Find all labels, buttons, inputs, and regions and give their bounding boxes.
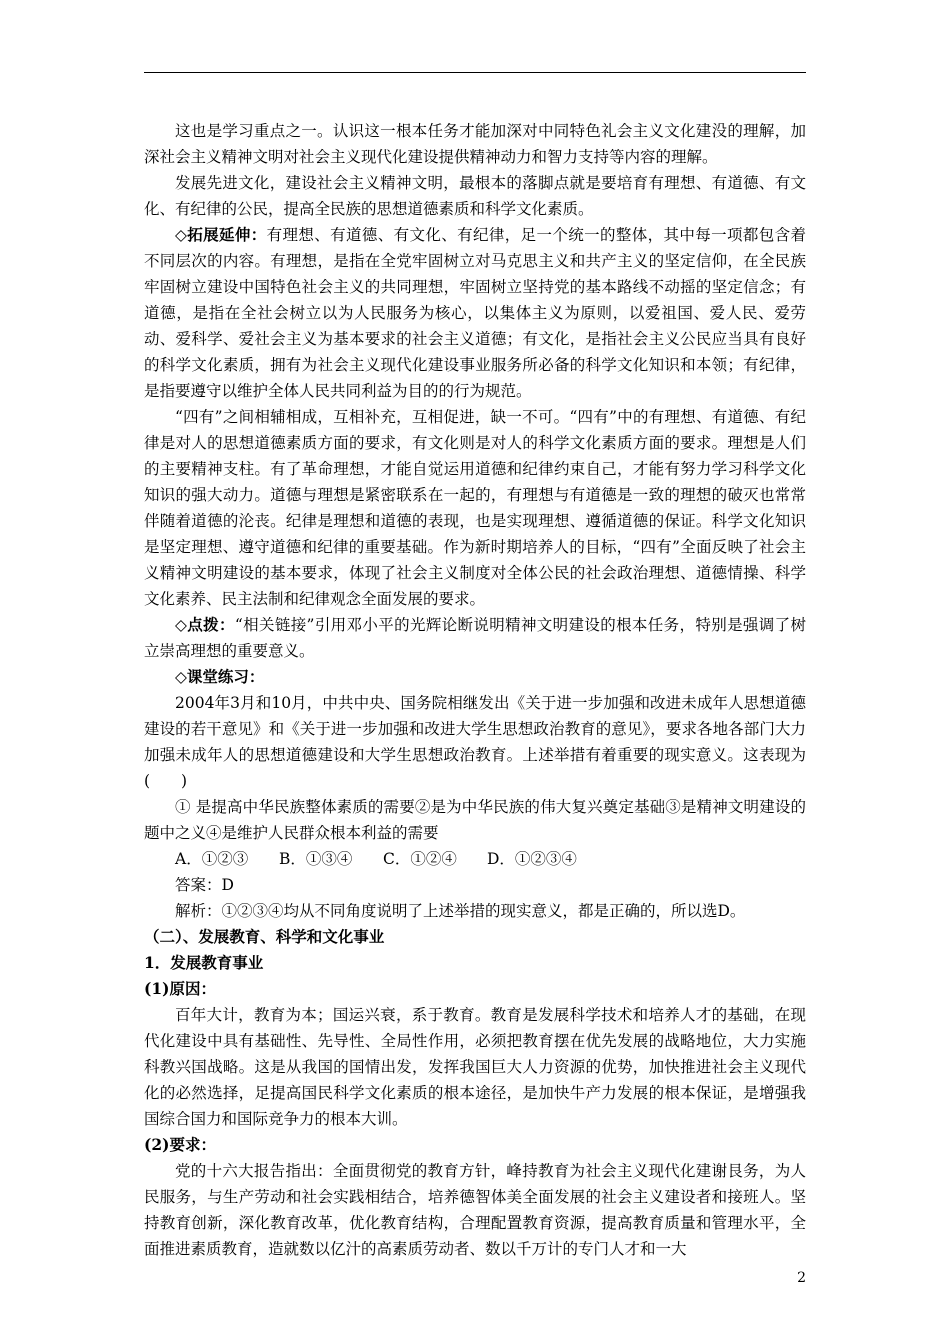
page-number: 2 xyxy=(797,1270,806,1286)
tip-label: ◇点拨： xyxy=(175,615,235,634)
paragraph-tip xyxy=(144,612,806,664)
tip-text: “相关链接”引用邓小平的光辉论断说明精神文明建设的根本任务，特别是强调了树立崇高理想的重要意义。 xyxy=(144,616,806,660)
paragraph-four-haves: “四有”之间相辅相成，互相补充，互相促进，缺一不可。“四有”中的有理想、有道德、有纪律是对人的思想道德素质方面的要求，有文化则是对人的科学文化素质方面的要求。理想是人们的主要精神支柱。有了革命理想，才能自觉运用道德和纪律约束自己，才能有努力学习科学文化知识的强大动力。道德与理想是紧密联系在一起的，有理想与有道德是一致的理想的破灭也常常伴随着道德的沦丧。纪律是理想和道德的表现，也是实现理想、遵循道德的保证。科学文化知识是坚定理想、遵守道德和纪律的重要基础。作为新时期培养人的目标，“四有”全面反映了社会主义精神文明建设的基本要求，体现了社会主义制度对全体公民的社会政治理想、道德情操、科学文化素养、民主法制和纪律观念全面发展的要求。 xyxy=(144,408,806,608)
practice-question: 2004年3月和10月，中共中央、国务院相继发出《关于进一步加强和改进未成年人思想道德建设的若干意见》和《关于进一步加强和改进大学生思想政治教育的意见》，要求各地各部门大力加强未成年人的思想道德建设和大学生思想政治教育。上述举措有着重要的现实意义。这表现为( ) xyxy=(144,694,806,790)
paragraph-extension xyxy=(144,222,806,404)
reason-text: 百年大计，教育为本；国运兴衰，系于教育。教育是发展科学技术和培养人才的基础，在现代化建设中具有基础性、先导性、全局性作用，必须把教育摆在优先发展的战略地位，大力实施科教兴国战略。这是从我国的国情出发，发挥我国巨大人力资源的优势，加快推进社会主义现代化的必然选择，足提高国民科学文化素质的根本途径，是加快牛产力发展的根本保证，是增强我国综合国力和国际竞争力的根本大训。 xyxy=(144,1006,806,1128)
practice-statements: ① 是提高中华民族整体素质的需要②是为中华民族的伟大复兴奠定基础③是精神文明建设的题中之义④是维护人民群众根本利益的需要 xyxy=(144,798,806,842)
header-rule xyxy=(144,72,806,73)
practice-analysis: 解析：①②③④均从不同角度说明了上述举措的现实意义，都是正确的，所以选D。 xyxy=(175,902,746,920)
practice-answer: 答案：D xyxy=(175,876,234,894)
section-heading: （二）、发展教育、科学和文化事业 xyxy=(144,927,385,946)
document-body xyxy=(144,118,806,1262)
option-a: A．①②③ xyxy=(175,850,249,868)
option-b: B．①③④ xyxy=(279,850,353,868)
option-c: C．①②④ xyxy=(383,850,457,868)
reason-heading: (1)原因： xyxy=(144,979,216,998)
option-d: D．①②③④ xyxy=(487,850,577,868)
requirement-text: 党的十六大报告指出：全面贯彻党的教育方针，峰持教育为社会主义现代化建谢艮务，为人民服务，与生产劳动和社会实践相结合，培养德智体美全面发展的社会主义建设者和接班人。坚持教育创新，深化教育改革，优化教育结构，合理配置教育资源，提高教育质量和管理水平，全面推进素质教育，造就数以亿汁的高素质劳动者、数以千万计的专门人才和一大 xyxy=(144,1162,806,1258)
extension-text: 有理想、有道德、有文化、有纪律，足一个统一的整体，其中每一项都包含着不同层次的内容。有理想，是指在全党牢固树立对马克思主义和共产主义的坚定信仰，在全民族牢固树立建设中国特色社会主义的共同理想，牢固树立坚持党的基本路线不动摇的坚定信念；有道德，是指在全社会树立以为人民服务为核心，以集体主义为原则，以爱祖国、爱人民、爱劳动、爱科学、爱社会主义为基本要求的社会主义道德；有文化，是指社会主义公民应当具有良好的科学文化素质，拥有为社会主义现代化建设事业服务所必备的科学文化知识和本领；有纪律，是指要遵守以维护全体人民共同利益为目的的行为规范。 xyxy=(144,226,806,400)
paragraph-cultivate-citizens: 发展先进文化，建设社会主义精神文明，最根本的落脚点就是要培育有理想、有道德、有文化、有纪律的公民，提高全民族的思想道德素质和科学文化素质。 xyxy=(144,174,806,218)
practice-options xyxy=(144,846,806,872)
paragraph-focus: 这也是学习重点之一。认识这一根本任务才能加深对中同特色礼会主义文化建没的理解，加深社会主义精神文明对社会主义现代化建设提供精神动力和智力支持等内容的理解。 xyxy=(144,122,806,166)
requirement-heading: (2)要求： xyxy=(144,1135,216,1154)
extension-label: ◇拓展延伸： xyxy=(175,225,267,244)
subsection-heading: 1．发展教育事业 xyxy=(144,953,264,972)
practice-heading: ◇课堂练习： xyxy=(175,667,265,686)
